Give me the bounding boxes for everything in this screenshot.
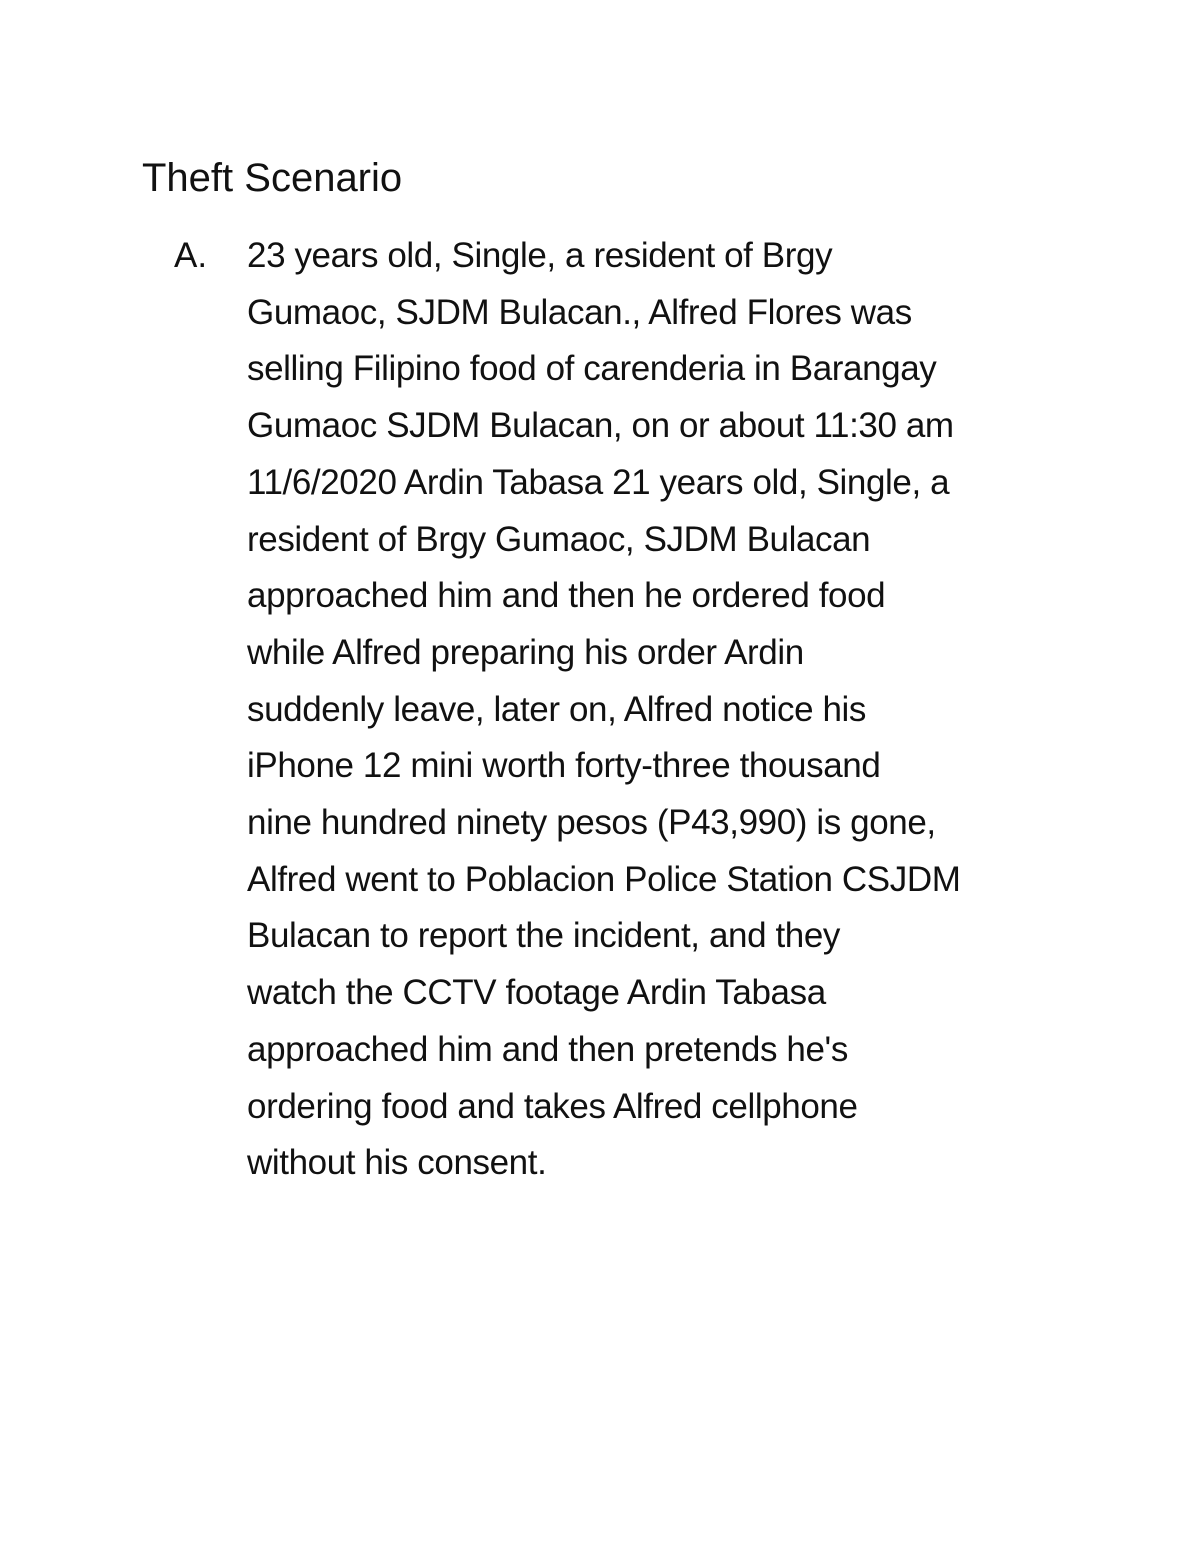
text-line: Bulacan to report the incident, and they — [247, 916, 841, 956]
text-line: Gumaoc, SJDM Bulacan., Alfred Flores was — [247, 292, 912, 332]
text-line: approached him and then pretends he's — [247, 1029, 848, 1069]
text-line: suddenly leave, later on, Alfred notice his — [247, 689, 867, 729]
text-line: iPhone 12 mini worth forty-three thousand — [247, 746, 881, 786]
text-line: nine hundred ninety pesos (P43,990) is gone, — [247, 803, 936, 843]
text-line: approached him and then he ordered food — [247, 576, 886, 616]
text-line: ordering food and takes Alfred cellphone — [247, 1086, 858, 1126]
document-title: Theft Scenario — [142, 156, 403, 200]
text-line: 23 years old, Single, a resident of Brgy — [247, 236, 833, 275]
text-line: without his consent. — [247, 1143, 547, 1183]
text-line: Alfred went to Poblacion Police Station CSJDM — [247, 859, 961, 899]
text-line: 11/6/2020 Ardin Tabasa 21 years old, Single, a — [247, 462, 950, 502]
text-line: selling Filipino food of carenderia in Barangay — [247, 349, 937, 389]
text-line: Gumaoc SJDM Bulacan, on or about 11:30 am — [247, 406, 954, 446]
scenario-text — [247, 228, 1067, 1192]
text-line: watch the CCTV footage Ardin Tabasa — [247, 973, 826, 1013]
list-marker: A. — [174, 236, 208, 275]
text-line: resident of Brgy Gumaoc, SJDM Bulacan — [247, 519, 871, 559]
text-line: while Alfred preparing his order Ardin — [247, 632, 804, 672]
